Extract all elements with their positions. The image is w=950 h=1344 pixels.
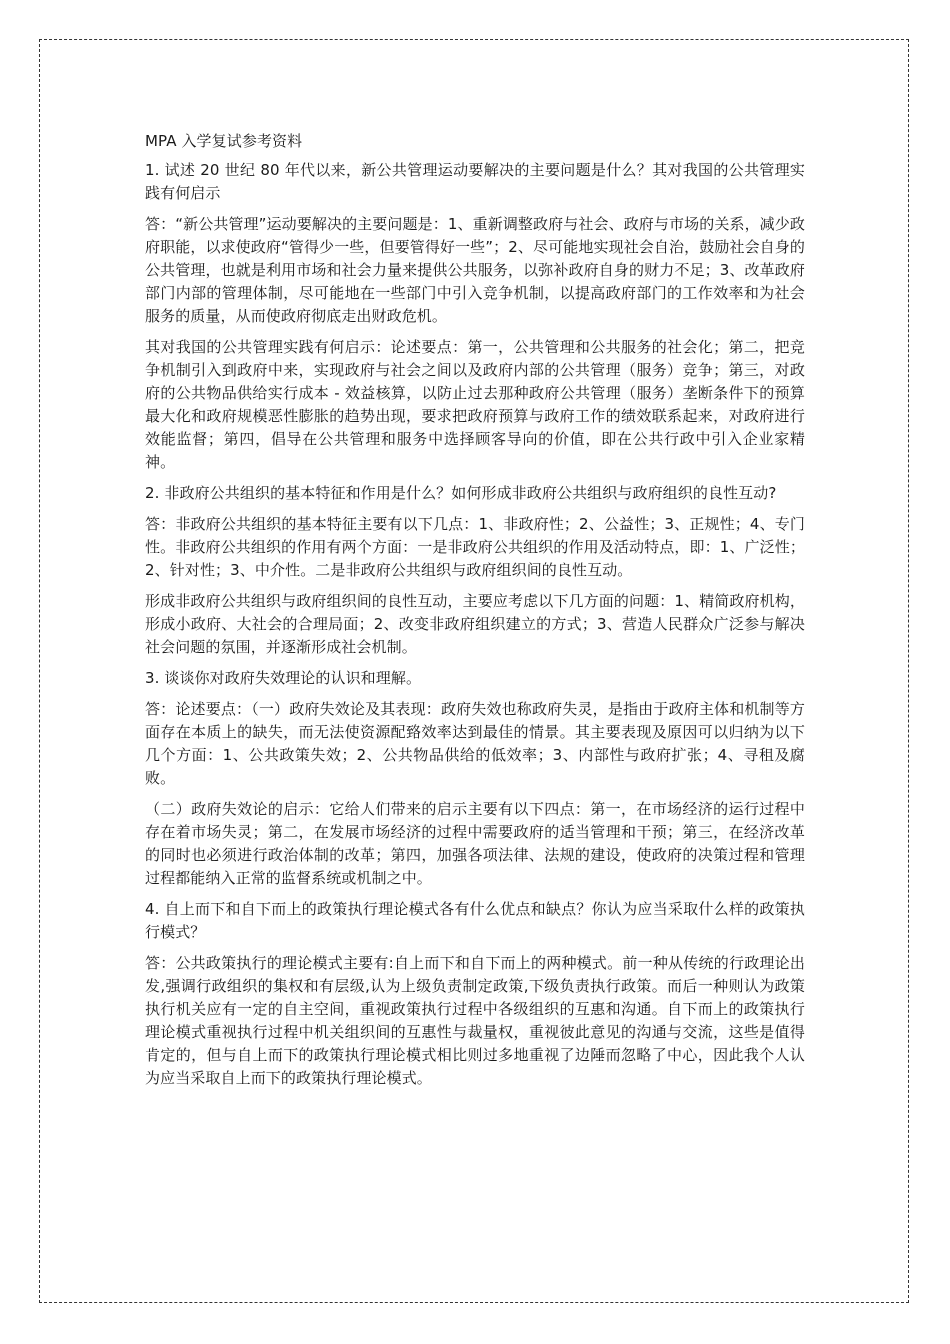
question-2: 2. 非政府公共组织的基本特征和作用是什么？如何形成非政府公共组织与政府组织的良性互动? [145, 484, 777, 502]
answer-paragraph: （二）政府失效论的启示：它给人们带来的启示主要有以下四点：第一，在市场经济的运行过程中存在着市场失灵；第二，在发展市场经济的过程中需要政府的适当管理和干预；第三，在经济改革的同时也必须进行政治体制的改革；第四，加强各项法律、法规的建设，使政府的决策过程和管理过程都能纳入正常的监督系统或机制之中。 [145, 800, 805, 887]
question-4: 4. 自上而下和自下而上的政策执行理论模式各有什么优点和缺点？你认为应当采取什么样的政策执行模式？ [145, 900, 805, 941]
document-title: MPA 入学复试参考资料 [145, 132, 303, 150]
answer-paragraph: 形成非政府公共组织与政府组织间的良性互动，主要应考虑以下几方面的问题：1、精简政府机构，形成小政府、大社会的合理局面；2、改变非政府组织建立的方式；3、营造人民群众广泛参与解决社会问题的氛围，并逐渐形成社会机制。 [145, 592, 805, 656]
answer-paragraph: 答：非政府公共组织的基本特征主要有以下几点：1、非政府性；2、公益性；3、正规性；4、专门性。非政府公共组织的作用有两个方面：一是非政府公共组织的作用及活动特点，即：1、广泛性；2、针对性；3、中介性。二是非政府公共组织与政府组织间的良性互动。 [145, 515, 805, 579]
document-body [145, 130, 805, 1098]
question-3: 3. 谈谈你对政府失效理论的认识和理解。 [145, 669, 422, 687]
question-1: 1. 试述 20 世纪 80 年代以来，新公共管理运动要解决的主要问题是什么？其对我国的公共管理实践有何启示 [145, 161, 805, 202]
answer-paragraph: 其对我国的公共管理实践有何启示：论述要点：第一，公共管理和公共服务的社会化；第二，把竞争机制引入到政府中来，实现政府与社会之间以及政府内部的公共管理（服务）竞争；第三，对政府的公共物品供给实行成本 - 效益核算，以防止过去那种政府公共管理（服务）垄断条件下的预算最大化和政府规模恶性膨胀的趋势出现，要求把政府预算与政府工作的绩效联系起来，对政府进行效能监督；第四，倡导在公共管理和服务中选择顾客导向的价值，即在公共行政中引入企业家精神。 [145, 338, 805, 471]
answer-paragraph: 答：公共政策执行的理论模式主要有:自上而下和自下而上的两种模式。前一种从传统的行政理论出发,强调行政组织的集权和有层级,认为上级负责制定政策,下级负责执行政策。而后一种则认为政策执行机关应有一定的自主空间，重视政策执行过程中各级组织的互惠和沟通。自下而上的政策执行理论模式重视执行过程中机关组织间的互惠性与裁量权，重视彼此意见的沟通与交流，这些是值得肯定的，但与自上而下的政策执行理论模式相比则过多地重视了边陲而忽略了中心，因此我个人认为应当采取自上而下的政策执行理论模式。 [145, 954, 805, 1087]
answer-paragraph: 答：论述要点：（一）政府失效论及其表现：政府失效也称政府失灵，是指由于政府主体和机制等方面存在本质上的缺失，而无法使资源配臵效率达到最佳的情景。其主要表现及原因可以归纳为以下几个方面：1、公共政策失效；2、公共物品供给的低效率；3、内部性与政府扩张；4、寻租及腐败。 [145, 700, 805, 787]
answer-paragraph: 答：“新公共管理”运动要解决的主要问题是：1、重新调整政府与社会、政府与市场的关系，减少政府职能，以求使政府“管得少一些，但要管得好一些”；2、尽可能地实现社会自治，鼓励社会自身的公共管理，也就是利用市场和社会力量来提供公共服务，以弥补政府自身的财力不足；3、改革政府部门内部的管理体制，尽可能地在一些部门中引入竞争机制，以提高政府部门的工作效率和为社会服务的质量，从而使政府彻底走出财政危机。 [145, 215, 805, 325]
